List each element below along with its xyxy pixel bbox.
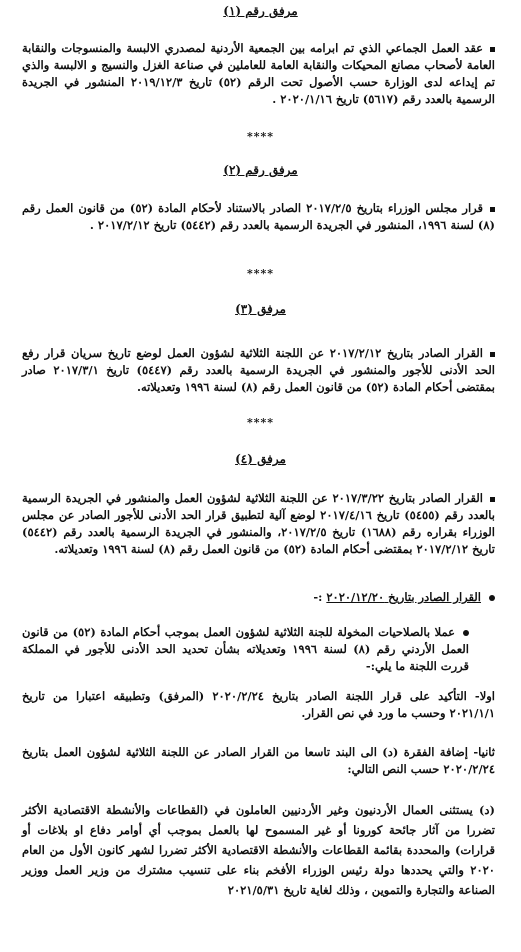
annex-1-heading: مرفق رقم (١) (223, 4, 298, 18)
annex-1-text: عقد العمل الجماعي الذي تم ابرامه بين الجمعية الأردنية لمصدري الالبسة والمنسوجات والنقابة العامة لأصحاب مصانع المحيكات والنقابة العامة للعاملين في صناعة الغزل والنسيج و الالبسة والذي تم إيداعه لدى الوزارة حسب الأصول تحت الرقم (٥٢) تاريخ ٢٠١٩/١٢/٣ المنشور في الجريدة الرسمية بالعدد رقم (٥٦١٧) تاريخ ٢٠٢٠/١/١٦ . (22, 41, 495, 106)
annex-2-heading: مرفق رقم (٢) (223, 163, 298, 177)
square-bullet-icon (490, 497, 495, 502)
separator-stars: **** (246, 416, 274, 429)
separator-stars: **** (246, 267, 274, 280)
decision-first-item: اولا- التأكيد على قرار اللجنة الصادر بتاريخ ٢٠٢٠/٢/٢٤ (المرفق) وتطبيقه اعتبارا من تاريخ ٢٠٢١/١/١ وحسب ما ورد في نص القرار. (22, 689, 496, 720)
square-bullet-icon (490, 207, 495, 212)
paragraph-d: (د) يستثنى العمال الأردنيون وغير الأردنيين العاملون في (القطاعات والأنشطة الاقتصادية الأكثر تضررا من آثار جائحة كورونا أو غير المسموح لها بالعمل بموجب أي أوامر دفاع او بلاغات أو قرارات) والمحددة بقائمة القطاعات والأنشطة الاقتصادية الأكثر تضررا لشهر كانون الأول من العام ٢٠٢٠ والتي يحددها دولة رئيس الوزراء الأفخم بناء على تنسيب مشترك من وزير العمل ووزير الصناعة والتجارة والتموين ، وذلك لغاية تاريخ ٢٠٢١/٥/٣١ (22, 803, 495, 897)
annex-2-text: قرار مجلس الوزراء بتاريخ ٢٠١٧/٢/٥ الصادر بالاستناد لأحكام المادة (٥٢) من قانون العمل رقم (٨) لسنة ١٩٩٦، المنشور في الجريدة الرسمية بالعدد رقم (٥٤٤٢) تاريخ ٢٠١٧/٢/١٢ . (22, 201, 495, 232)
separator-stars: **** (246, 130, 274, 143)
decision-second-item: ثانيا- إضافة الفقرة (د) الى البند تاسعا من القرار الصادر عن اللجنة الثلاثية لشؤون العمل بتاريخ ٢٠٢٠/٢/٢٤ حسب النص التالي: (22, 745, 495, 776)
annex-4-heading: مرفق (٤) (235, 452, 286, 466)
round-bullet-icon (489, 595, 495, 601)
annex-4-text: القرار الصادر بتاريخ ٢٠١٧/٣/٢٢ عن اللجنة الثلاثية لشؤون العمل والمنشور في الجريدة الرسمية بالعدد رقم (٥٤٥٥) تاريخ ٢٠١٧/٤/١٦ لوضع آلية لتطبيق قرار الحد الأدنى للأجور الصادر عن مجلس الوزراء بقراره رقم (١٦٨٨) تاريخ ٢٠١٧/٢/٥، والمنشور في الجريدة الرسمية بالعدد رقم (٥٤٤٢) تاريخ ٢٠١٧/٢/١٢ بمقتضى أحكام المادة (٥٢) من قانون العمل رقم (٨) لسنة ١٩٩٦ وتعديلاته. (22, 491, 495, 556)
annex-3-text: القرار الصادر بتاريخ ٢٠١٧/٢/١٢ عن اللجنة الثلاثية لشؤون العمل لوضع تاريخ سريان قرار رفع الحد الأدنى للأجور والمنشور في الجريدة الرسمية بالعدد رقم (٥٤٤٧) تاريخ ٢٠١٧/٣/١ صادر بمقتضى أحكام المادة (٥٢) من قانون العمل رقم (٨) لسنة ١٩٩٦ وتعديلاته. (22, 346, 495, 394)
square-bullet-icon (490, 352, 495, 357)
decision-heading: القرار الصادر بتاريخ ٢٠٢٠/١٢/٢٠ :- (22, 590, 495, 604)
annex-3-heading: مرفق (٣) (235, 302, 286, 316)
decision-intro: عملا بالصلاحيات المخولة للجنة الثلاثية لشؤون العمل بموجب أحكام المادة (٥٢) من قانون العمل الأردني رقم (٨) لسنة ١٩٩٦ وتعديلاته بشأن تحديد الحد الأدنى للأجور في المملكة قررت اللجنة ما يلي:- (22, 625, 469, 673)
square-bullet-icon (490, 47, 495, 52)
round-bullet-icon (463, 630, 469, 636)
